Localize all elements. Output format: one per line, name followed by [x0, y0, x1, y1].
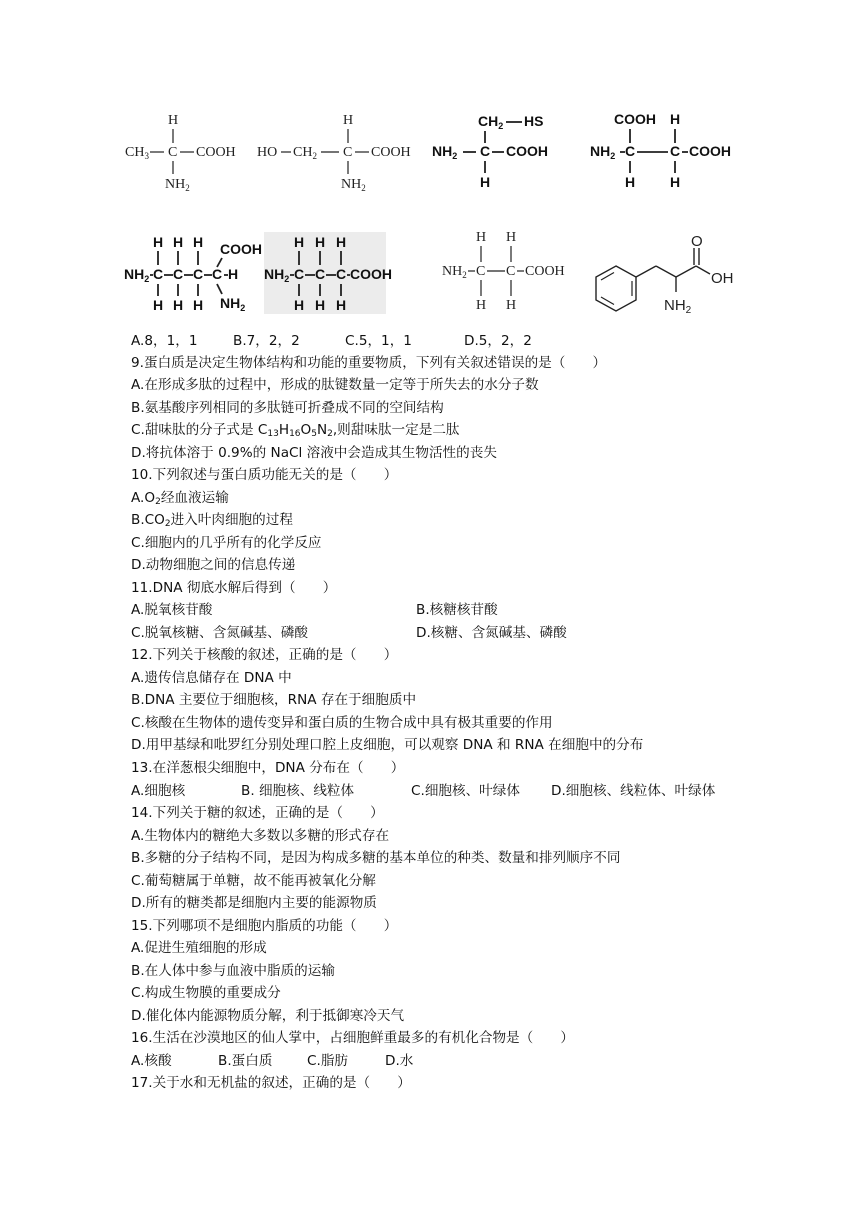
q9-option-d[interactable]: D.将抗体溶于 0.9%的 NaCl 溶液中会造成其生物活性的丧失 — [131, 445, 497, 461]
structure-4 — [588, 108, 738, 193]
atom-h: H — [153, 234, 164, 250]
group-nh2: $NH_2$ — [442, 264, 467, 280]
atom-h: H — [294, 297, 305, 313]
q11-option-b[interactable]: B.核糖核苷酸 — [416, 602, 498, 618]
atom-c: C — [212, 266, 223, 282]
q16-option-c[interactable]: C.脂肪 — [307, 1053, 349, 1069]
q8-option-d[interactable]: D.5，2，2 — [464, 333, 532, 349]
group-cooh-top: COOH — [614, 111, 656, 127]
atom-c: C — [476, 264, 486, 279]
q10-option-c[interactable]: C.细胞内的几乎所有的化学反应 — [131, 535, 322, 551]
atom-h: H — [670, 174, 681, 190]
group-oh: OH — [711, 270, 734, 287]
q17-stem: 17.关于水和无机盐的叙述，正确的是（ ） — [131, 1075, 411, 1091]
q13-option-b[interactable]: B. 细胞核、线粒体 — [241, 783, 355, 799]
group-nh2: $NH_2$ — [165, 177, 190, 193]
atom-c: C — [294, 266, 305, 282]
group-nh2: $NH_2$ — [124, 266, 150, 284]
group-hs: HS — [524, 113, 544, 129]
group-nh2: $NH_2$ — [264, 266, 290, 284]
q16-option-a[interactable]: A.核酸 — [131, 1053, 172, 1069]
structure-6 — [264, 232, 392, 314]
atom-h: H — [173, 297, 184, 313]
atom-c: C — [336, 266, 347, 282]
atom-c: C — [315, 266, 326, 282]
q15-option-a[interactable]: A.促进生殖细胞的形成 — [131, 940, 267, 956]
q12-option-b[interactable]: B.DNA 主要位于细胞核，RNA 存在于细胞质中 — [131, 692, 417, 708]
atom-c: C — [625, 143, 636, 159]
atom-h: H — [506, 230, 517, 245]
q12-stem: 12.下列关于核酸的叙述，正确的是（ ） — [131, 647, 398, 663]
group-ch2: $CH_2$ — [293, 145, 317, 161]
atom-h: H — [228, 266, 239, 282]
q16-option-b[interactable]: B.蛋白质 — [218, 1053, 273, 1069]
atom-c: C — [480, 143, 491, 159]
atom-h: H — [315, 234, 326, 250]
structure-serine — [255, 108, 425, 193]
q14-option-a[interactable]: A.生物体内的糖绝大多数以多糖的形式存在 — [131, 828, 390, 844]
q13-option-a[interactable]: A.细胞核 — [131, 783, 186, 799]
q14-option-b[interactable]: B.多糖的分子结构不同，是因为构成多糖的基本单位的种类、数量和排列顺序不同 — [131, 850, 621, 866]
atom-c: C — [343, 145, 353, 160]
group-cooh: COOH — [689, 143, 731, 159]
q13-stem: 13.在洋葱根尖细胞中，DNA 分布在（ ） — [131, 760, 405, 776]
group-nh2: $NH_2$ — [664, 297, 692, 316]
q12-option-d[interactable]: D.用甲基绿和吡罗红分别处理口腔上皮细胞，可以观察 DNA 和 RNA 在细胞中的分布 — [131, 737, 644, 753]
group-cooh: COOH — [371, 145, 411, 160]
atom-h: H — [480, 174, 491, 190]
atom-c: C — [193, 266, 204, 282]
q11-option-c[interactable]: C.脱氧核糖、含氮碱基、磷酸 — [131, 625, 308, 641]
atom-h: H — [625, 174, 636, 190]
atom-h: H — [476, 230, 487, 245]
atom-h: H — [168, 113, 179, 128]
q15-stem: 15.下列哪项不是细胞内脂质的功能（ ） — [131, 918, 398, 934]
q8-option-c[interactable]: C.5，1，1 — [345, 333, 412, 349]
q9-option-c[interactable]: C.甜味肽的分子式是 $C_{13}H_{16}O_5N_2$,则甜味肽一定是二肽 — [131, 422, 460, 439]
atom-h: H — [336, 234, 347, 250]
group-cooh: COOH — [525, 264, 565, 279]
q13-option-c[interactable]: C.细胞核、叶绿体 — [411, 783, 520, 799]
group-nh2: $NH_2$ — [341, 177, 366, 193]
benzene-ring — [596, 266, 636, 311]
q11-option-d[interactable]: D.核糖、含氮碱基、磷酸 — [416, 625, 567, 641]
atom-h: H — [193, 234, 204, 250]
structure-phenylalanine — [592, 232, 742, 320]
atom-o: O — [691, 233, 703, 250]
q12-option-a[interactable]: A.遗传信息储存在 DNA 中 — [131, 670, 292, 686]
group-nh2: $NH_2$ — [590, 143, 616, 161]
atom-c: C — [153, 266, 164, 282]
q15-option-c[interactable]: C.构成生物膜的重要成分 — [131, 985, 281, 1001]
group-ch2: $CH_2$ — [478, 113, 504, 131]
group-cooh: COOH — [196, 145, 236, 160]
atom-h: H — [193, 297, 204, 313]
atom-c: C — [670, 143, 681, 159]
q14-option-c[interactable]: C.葡萄糖属于单糖，故不能再被氧化分解 — [131, 873, 376, 889]
structure-alanine — [120, 108, 250, 193]
q10-option-b[interactable]: $B.CO_2$进入叶肉细胞的过程 — [131, 512, 293, 529]
atom-c: C — [173, 266, 184, 282]
atom-h: H — [294, 234, 305, 250]
q13-option-d[interactable]: D.细胞核、线粒体、叶绿体 — [551, 783, 716, 799]
q10-stem: 10.下列叙述与蛋白质功能无关的是（ ） — [131, 467, 398, 483]
atom-h: H — [173, 234, 184, 250]
atom-c: C — [168, 145, 178, 160]
atom-h: H — [315, 297, 326, 313]
q9-stem: 9.蛋白质是决定生物体结构和功能的重要物质，下列有关叙述错误的是（ ） — [131, 355, 607, 371]
q8-option-a[interactable]: A.8，1，1 — [131, 333, 198, 349]
group-cooh: COOH — [350, 266, 392, 282]
structure-7 — [440, 226, 575, 311]
structure-5 — [124, 232, 264, 314]
q11-stem: 11.DNA 彻底水解后得到（ ） — [131, 580, 337, 596]
q11-option-a[interactable]: A.脱氧核苷酸 — [131, 602, 213, 618]
q14-stem: 14.下列关于糖的叙述，正确的是（ ） — [131, 805, 384, 821]
group-ch3: $CH_3$ — [125, 145, 149, 161]
q12-option-c[interactable]: C.核酸在生物体的遗传变异和蛋白质的生物合成中具有极其重要的作用 — [131, 715, 553, 731]
q9-option-a[interactable]: A.在形成多肽的过程中，形成的肽键数量一定等于所失去的水分子数 — [131, 377, 539, 393]
q15-option-b[interactable]: B.在人体中参与血液中脂质的运输 — [131, 963, 335, 979]
atom-h-top: H — [670, 111, 681, 127]
group-nh2: $NH_2$ — [220, 295, 246, 313]
q16-option-d[interactable]: D.水 — [385, 1053, 414, 1069]
atom-h: H — [343, 113, 354, 128]
group-ho: HO — [257, 145, 278, 160]
q8-option-b[interactable]: B.7，2，2 — [233, 333, 300, 349]
group-cooh: COOH — [506, 143, 548, 159]
group-cooh: COOH — [220, 241, 262, 257]
q9-option-b[interactable]: B.氨基酸序列相同的多肽链可折叠成不同的空间结构 — [131, 400, 444, 416]
q16-stem: 16.生活在沙漠地区的仙人掌中，占细胞鲜重最多的有机化合物是（ ） — [131, 1030, 575, 1046]
group-nh2: $NH_2$ — [432, 143, 458, 161]
q10-option-a[interactable]: $A.O_2$经血液运输 — [131, 490, 229, 507]
q15-option-d[interactable]: D.催化体内能源物质分解，利于抵御寒冷天气 — [131, 1008, 405, 1024]
atom-h: H — [336, 297, 347, 313]
q14-option-d[interactable]: D.所有的糖类都是细胞内主要的能源物质 — [131, 895, 377, 911]
q10-option-d[interactable]: D.动物细胞之间的信息传递 — [131, 557, 296, 573]
atom-c: C — [506, 264, 516, 279]
structure-cysteine — [430, 108, 560, 193]
atom-h: H — [506, 298, 517, 313]
structure-6-panel — [264, 232, 392, 314]
atom-h: H — [153, 297, 164, 313]
atom-h: H — [476, 298, 487, 313]
